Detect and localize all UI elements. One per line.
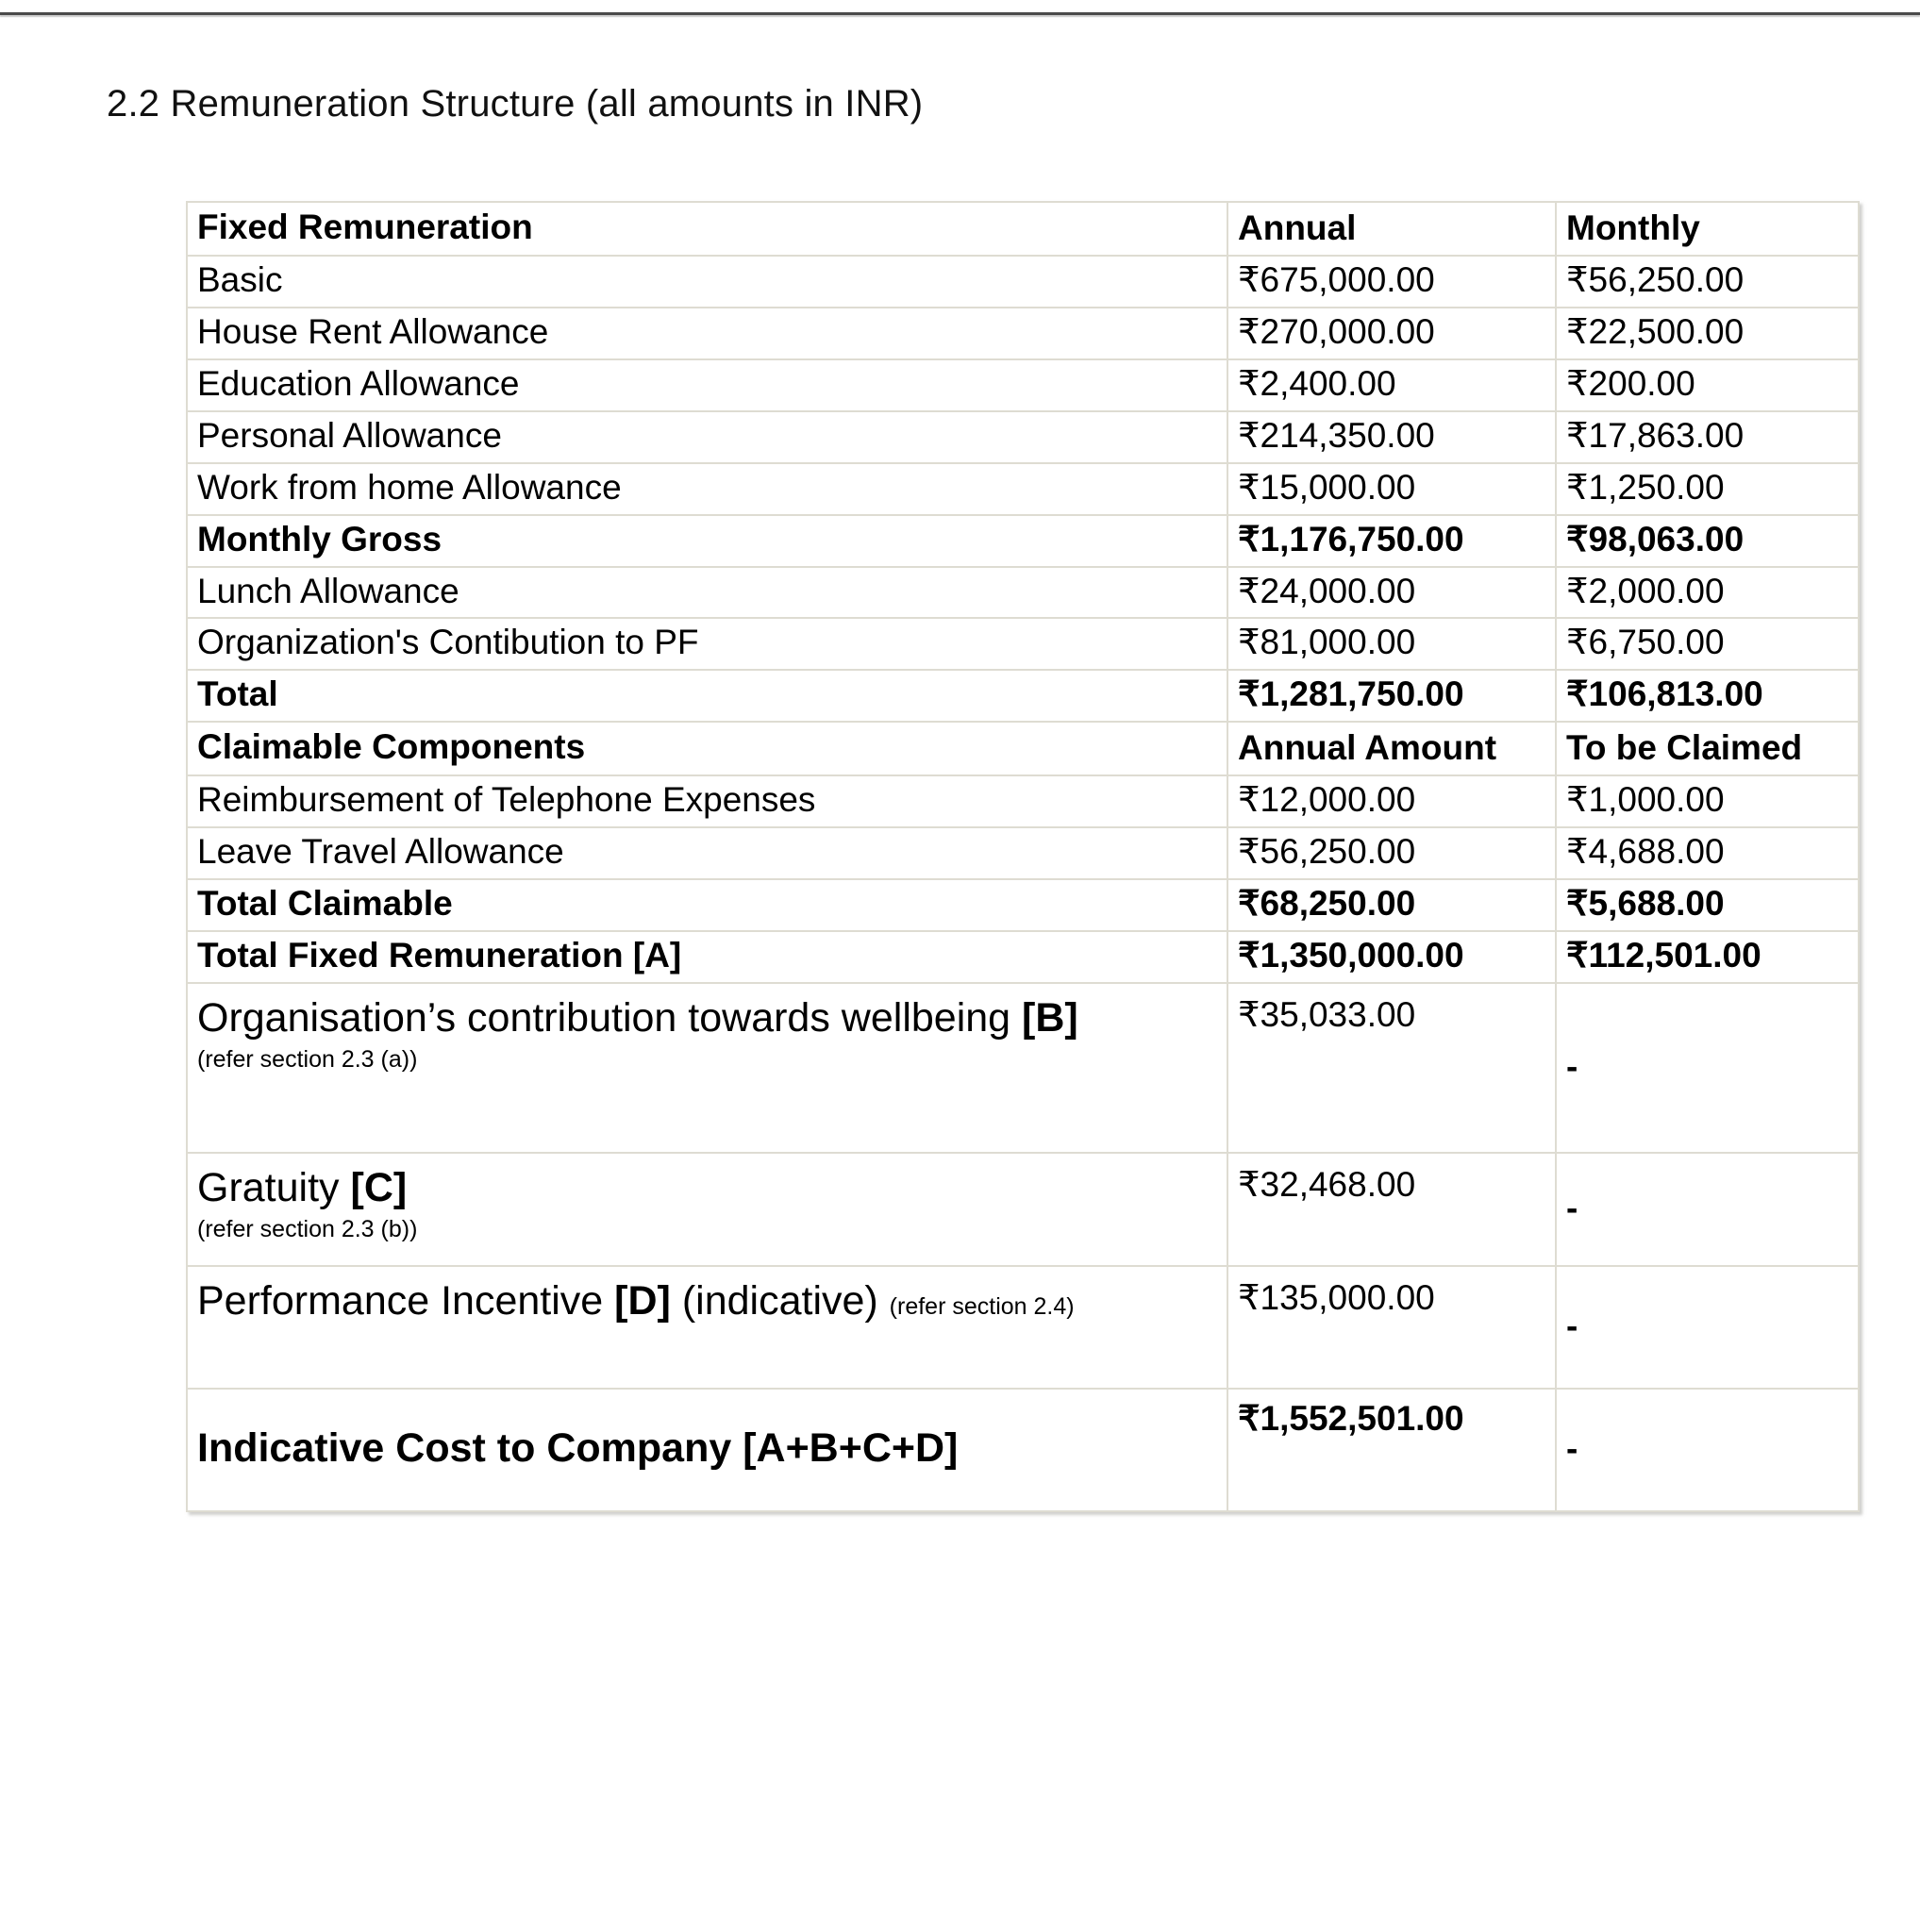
- row-label: Monthly Gross: [187, 515, 1227, 567]
- gratuity-note: (refer section 2.3 (b)): [197, 1215, 418, 1242]
- wellbeing-main-text: Organisation’s contribution towards wellbeing: [197, 995, 1023, 1041]
- table-row-total-fixed-remuneration: [187, 931, 1859, 983]
- row-monthly: ₹106,813.00: [1556, 670, 1859, 722]
- row-annual: ₹24,000.00: [1227, 567, 1556, 619]
- row-label: [187, 1153, 1227, 1266]
- page-title: 2.2 Remuneration Structure (all amounts in INR): [107, 83, 924, 125]
- table-row: [187, 618, 1859, 670]
- table-row: [187, 775, 1859, 827]
- header-cell-monthly: Monthly: [1556, 202, 1859, 256]
- row-label: Work from home Allowance: [187, 463, 1227, 515]
- row-label: House Rent Allowance: [187, 308, 1227, 359]
- row-annual: ₹135,000.00: [1227, 1266, 1556, 1389]
- row-annual: ₹1,552,501.00: [1227, 1389, 1556, 1511]
- row-label: [187, 1389, 1227, 1511]
- incentive-code: [D]: [614, 1278, 671, 1324]
- row-label: Leave Travel Allowance: [187, 827, 1227, 879]
- gratuity-title: [197, 1163, 1217, 1214]
- row-monthly: ₹4,688.00: [1556, 827, 1859, 879]
- claimable-header-monthly: To be Claimed: [1556, 722, 1859, 775]
- row-label: Basic: [187, 256, 1227, 308]
- row-monthly: ₹6,750.00: [1556, 618, 1859, 670]
- header-cell-annual: Annual: [1227, 202, 1556, 256]
- row-annual: ₹15,000.00: [1227, 463, 1556, 515]
- row-annual: ₹56,250.00: [1227, 827, 1556, 879]
- wellbeing-note: (refer section 2.3 (a)): [197, 1045, 418, 1073]
- table-row: [187, 411, 1859, 463]
- table-row: [187, 827, 1859, 879]
- table-row: [187, 256, 1859, 308]
- row-label: Total Fixed Remuneration [A]: [187, 931, 1227, 983]
- row-monthly: ₹22,500.00: [1556, 308, 1859, 359]
- cost-to-company-label: Indicative Cost to Company [A+B+C+D]: [197, 1425, 959, 1472]
- row-monthly: ₹2,000.00: [1556, 567, 1859, 619]
- header-cell-label: Fixed Remuneration: [187, 202, 1227, 256]
- row-label: [187, 983, 1227, 1153]
- row-monthly: ₹1,000.00: [1556, 775, 1859, 827]
- row-monthly: ₹200.00: [1556, 359, 1859, 411]
- row-monthly: ₹112,501.00: [1556, 931, 1859, 983]
- row-monthly: ₹17,863.00: [1556, 411, 1859, 463]
- row-monthly: -: [1556, 1266, 1859, 1389]
- row-annual: ₹1,176,750.00: [1227, 515, 1556, 567]
- table-row-performance-incentive: [187, 1266, 1859, 1389]
- row-monthly: -: [1556, 1153, 1859, 1266]
- row-monthly: ₹1,250.00: [1556, 463, 1859, 515]
- page-top-rule: [0, 12, 1920, 15]
- wellbeing-code: [B]: [1022, 995, 1078, 1041]
- row-label: Organization's Contibution to PF: [187, 618, 1227, 670]
- table-row: [187, 463, 1859, 515]
- row-monthly: ₹5,688.00: [1556, 879, 1859, 931]
- row-monthly: ₹98,063.00: [1556, 515, 1859, 567]
- row-label: Personal Allowance: [187, 411, 1227, 463]
- row-monthly: -: [1556, 983, 1859, 1153]
- claimable-header-annual: Annual Amount: [1227, 722, 1556, 775]
- row-annual: ₹1,281,750.00: [1227, 670, 1556, 722]
- row-label: Education Allowance: [187, 359, 1227, 411]
- incentive-suffix: (indicative): [670, 1278, 890, 1324]
- incentive-title: [197, 1276, 1217, 1327]
- row-monthly: -: [1556, 1389, 1859, 1511]
- table-row: [187, 308, 1859, 359]
- row-annual: ₹12,000.00: [1227, 775, 1556, 827]
- row-annual: ₹270,000.00: [1227, 308, 1556, 359]
- table-row-wellbeing: [187, 983, 1859, 1153]
- row-label: Total Claimable: [187, 879, 1227, 931]
- incentive-main-text: Performance Incentive: [197, 1278, 615, 1324]
- table-row-gratuity: [187, 1153, 1859, 1266]
- remuneration-table-container: [186, 201, 1858, 1512]
- row-annual: ₹81,000.00: [1227, 618, 1556, 670]
- claimable-header-label: Claimable Components: [187, 722, 1227, 775]
- row-annual: ₹68,250.00: [1227, 879, 1556, 931]
- row-annual: ₹35,033.00: [1227, 983, 1556, 1153]
- row-annual: ₹214,350.00: [1227, 411, 1556, 463]
- row-label: Lunch Allowance: [187, 567, 1227, 619]
- claimable-header-row: [187, 722, 1859, 775]
- row-label: [187, 1266, 1227, 1389]
- table-row: [187, 359, 1859, 411]
- row-annual: ₹1,350,000.00: [1227, 931, 1556, 983]
- incentive-note: (refer section 2.4): [889, 1293, 1075, 1321]
- row-monthly: ₹56,250.00: [1556, 256, 1859, 308]
- table-header-row: [187, 202, 1859, 256]
- table-row-total-claimable: [187, 879, 1859, 931]
- row-annual: ₹2,400.00: [1227, 359, 1556, 411]
- row-annual: ₹675,000.00: [1227, 256, 1556, 308]
- table-row-monthly-gross: [187, 515, 1859, 567]
- row-label: Total: [187, 670, 1227, 722]
- row-label: Reimbursement of Telephone Expenses: [187, 775, 1227, 827]
- wellbeing-title: [197, 993, 1217, 1044]
- table-row-cost-to-company: [187, 1389, 1859, 1511]
- table-row-total: [187, 670, 1859, 722]
- table-row: [187, 567, 1859, 619]
- row-annual: ₹32,468.00: [1227, 1153, 1556, 1266]
- remuneration-table: [186, 201, 1860, 1512]
- gratuity-main-text: Gratuity: [197, 1165, 351, 1211]
- gratuity-code: [C]: [350, 1165, 408, 1211]
